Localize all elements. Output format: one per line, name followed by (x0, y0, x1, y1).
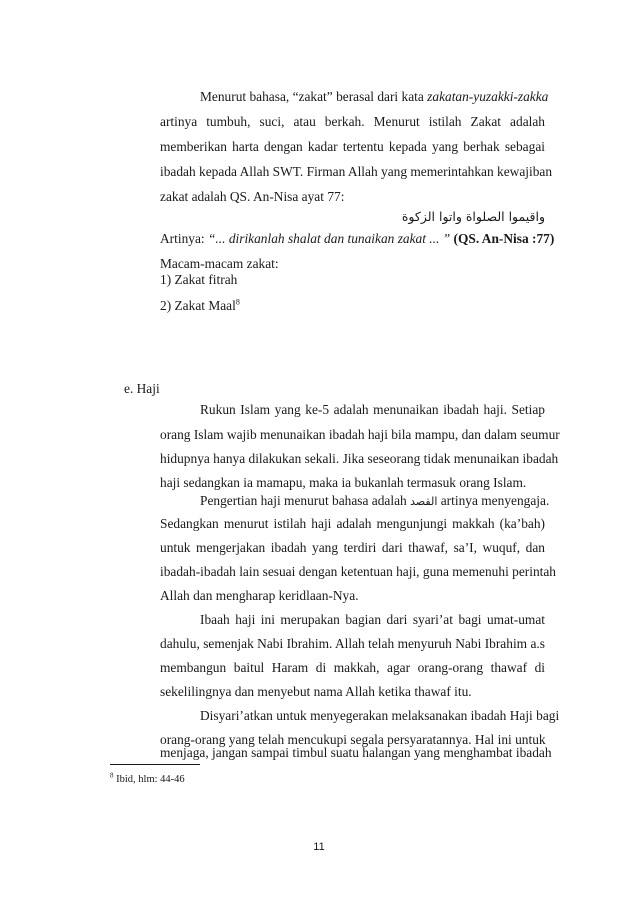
haji-p1-line-3: hidupnya hanya dilakukan sekali. Jika seseorang tidak menunaikan ibadah (160, 451, 559, 466)
haji-p1-line-2: orang Islam wajib menunaikan ibadah haji bila mampu, dan dalam seumur (160, 427, 560, 442)
haji-p1-line-4: haji sedangkan ia mamapu, maka ia bukanlah termasuk orang Islam. (160, 475, 527, 490)
zakat-paragraph-line-5: zakat adalah QS. An-Nisa ayat 77: (160, 189, 345, 204)
haji-p3-line-1: Ibaah haji ini merupakan bagian dari syari’at bagi umat-umat (200, 612, 545, 627)
footnote-divider (110, 764, 200, 765)
haji-p4-line-2: orang-orang yang telah mencukupi segala persyaratannya. Hal ini untuk (160, 732, 546, 747)
zakat-paragraph-line-3: memberikan harta dengan kadar tertentu kepada yang berhak sebagai (160, 139, 545, 154)
haji-p2-line-2: Sedangkan menurut istilah haji adalah mengunjungi makkah (ka’bah) (160, 516, 545, 531)
zakat-paragraph-line-4: ibadah kepada Allah SWT. Firman Allah yang memerintahkan kewajiban (160, 164, 553, 179)
macam-zakat-title: Macam-macam zakat: (160, 256, 279, 271)
artinya-line: Artinya: “... dirikanlah shalat dan tunaikan zakat ... ” (QS. An-Nisa :77) (160, 231, 555, 246)
haji-p3-line-2: dahulu, semenjak Nabi Ibrahim. Allah telah menyuruh Nabi Ibrahim a.s (160, 636, 545, 651)
footnote-8: $^8$ Ibid, hlm: 44-46 (110, 771, 185, 785)
arabic-verse: واقيموا الصلواة واتوا الزكوة (401, 209, 545, 224)
footnote-ref-8[interactable]: 8 (235, 297, 240, 307)
haji-p4-line-3: menjaga, jangan sampai timbul suatu halangan yang menghambat ibadah (160, 745, 552, 760)
haji-p3-line-4: sekelilingnya dan menyebut nama Allah ketika thawaf itu. (160, 684, 472, 699)
haji-p2-line-1: Pengertian haji menurut bahasa adalah القصد artinya menyengaja. (200, 493, 550, 508)
list-item-zakat-fitrah: 1) Zakat fitrah (160, 272, 238, 287)
section-heading-haji: e. Haji (124, 381, 160, 396)
haji-p4-line-1: Disyari’atkan untuk menyegerakan melaksanakan ibadah Haji bagi (200, 708, 560, 723)
page-number: 11 (313, 841, 325, 853)
haji-p1-line-1: Rukun Islam yang ke-5 adalah menunaikan ibadah haji. Setiap (200, 402, 545, 417)
haji-p3-line-3: membangun baitul Haram di makkah, agar orang-orang thawaf di (160, 660, 545, 675)
haji-p2-line-4: ibadah-ibadah lain sesuai dengan ketentuan haji, guna memenuhi perintah (160, 564, 557, 579)
list-item-zakat-maal: 2) Zakat Maal$^8$ (160, 297, 240, 313)
haji-p2-line-3: untuk mengerjakan ibadah yang terdiri dari thawaf, sa’I, wuquf, dan (160, 540, 545, 555)
haji-p2-line-5: Allah dan mengharap keridlaan-Nya. (160, 588, 359, 603)
zakat-paragraph-line-2: artinya tumbuh, suci, atau berkah. Menurut istilah Zakat adalah (160, 114, 545, 129)
zakat-paragraph-line-1: Menurut bahasa, “zakat” berasal dari kata zakatan-yuzakki-zakka (200, 89, 549, 104)
arabic-term-alqashdu: القصد (410, 495, 438, 508)
